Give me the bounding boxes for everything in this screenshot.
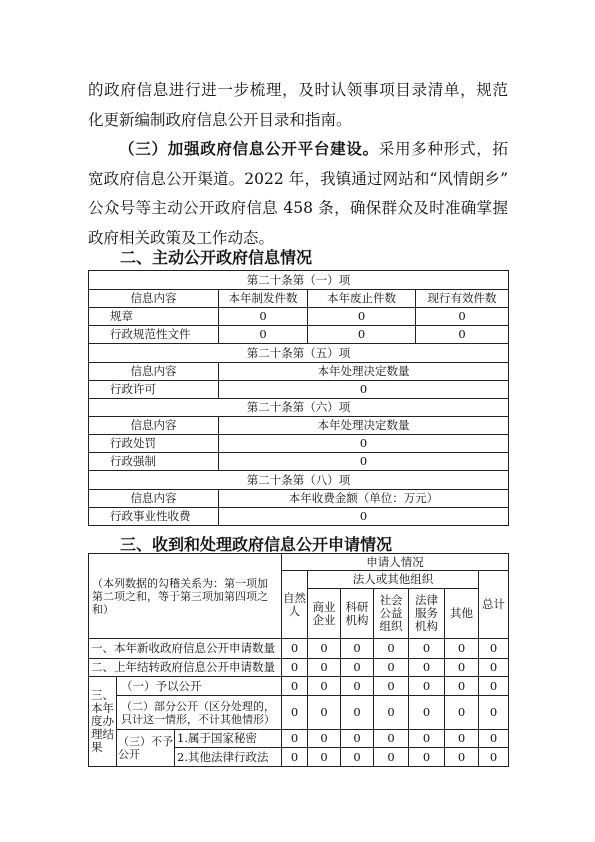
column-header: 现行有效件数 bbox=[416, 290, 509, 308]
section3-title: 三、收到和处理政府信息公开申请情况 bbox=[120, 535, 393, 554]
table-row bbox=[89, 508, 509, 526]
count-commercial-enterprise: 0 bbox=[308, 659, 341, 677]
row-label: （一）予以公开 bbox=[117, 677, 282, 696]
intro-line: 的政府信息进行进一步梳理，及时认领事项目录清单，规范 bbox=[88, 81, 508, 99]
count-public-welfare-org: 0 bbox=[374, 659, 409, 677]
article-item-title: 第二十条第（八）项 bbox=[89, 471, 509, 490]
platform-line: 公众号等主动公开政府信息 458 条，确保群众及时准确掌握 bbox=[88, 199, 508, 217]
table-row bbox=[89, 271, 509, 290]
column-header: 本年处理决定数量 bbox=[219, 417, 509, 435]
cell-value: 0 bbox=[219, 381, 509, 399]
count-natural-person: 0 bbox=[282, 677, 308, 696]
row-label: 1.属于国家秘密 bbox=[175, 730, 282, 748]
table-row bbox=[89, 659, 509, 677]
count-research-institution: 0 bbox=[341, 639, 374, 659]
cell-value: 0 bbox=[219, 453, 509, 471]
table-row bbox=[89, 363, 509, 381]
count-other: 0 bbox=[445, 677, 479, 696]
count-commercial-enterprise: 0 bbox=[308, 696, 341, 730]
row-label: 行政事业性收费 bbox=[89, 508, 219, 526]
cell-value: 0 bbox=[219, 308, 308, 326]
row-label: 一、本年新收政府信息公开申请数量 bbox=[89, 639, 282, 659]
legal-entity-header: 法人或其他组织 bbox=[308, 571, 479, 589]
cell-value: 0 bbox=[219, 326, 308, 344]
body-text bbox=[88, 76, 508, 253]
count-other: 0 bbox=[445, 730, 479, 748]
cell-value: 0 bbox=[219, 435, 509, 453]
count-total: 0 bbox=[479, 677, 509, 696]
row-label: 行政强制 bbox=[89, 453, 219, 471]
table-row bbox=[89, 677, 509, 696]
table-row bbox=[89, 490, 509, 508]
column-header: 信息内容 bbox=[89, 417, 219, 435]
count-other: 0 bbox=[445, 696, 479, 730]
cell-value: 0 bbox=[308, 326, 416, 344]
count-other: 0 bbox=[445, 748, 479, 767]
table-row bbox=[89, 326, 509, 344]
platform-line: 政府相关政策及工作动态。 bbox=[88, 228, 275, 247]
count-research-institution: 0 bbox=[341, 748, 374, 767]
table-row bbox=[89, 381, 509, 399]
column-header: 本年收费金额（单位：万元） bbox=[219, 490, 509, 508]
column-header: 信息内容 bbox=[89, 290, 219, 308]
count-commercial-enterprise: 0 bbox=[308, 748, 341, 767]
row-label: 行政许可 bbox=[89, 381, 219, 399]
count-total: 0 bbox=[479, 748, 509, 767]
count-legal-service-org: 0 bbox=[409, 659, 445, 677]
platform-line: 宽政府信息公开渠道。2022 年，我镇通过网站和“风情朗乡” bbox=[88, 169, 508, 188]
count-public-welfare-org: 0 bbox=[374, 748, 409, 767]
reconciliation-note: （本列数据的勾稽关系为：第一项加第二项之和，等于第三项加第四项之和） bbox=[89, 554, 282, 639]
count-legal-service-org: 0 bbox=[409, 730, 445, 748]
row-label: （二）部分公开（区分处理的，只计这一情形，不计其他情形） bbox=[117, 696, 282, 730]
row-label: 行政规范性文件 bbox=[89, 326, 219, 344]
intro-line: 化更新编制政府信息公开目录和指南。 bbox=[88, 110, 352, 129]
table-row bbox=[89, 417, 509, 435]
count-commercial-enterprise: 0 bbox=[308, 639, 341, 659]
count-legal-service-org: 0 bbox=[409, 639, 445, 659]
count-legal-service-org: 0 bbox=[409, 748, 445, 767]
count-total: 0 bbox=[479, 659, 509, 677]
cell-value: 0 bbox=[308, 308, 416, 326]
column-header: 信息内容 bbox=[89, 363, 219, 381]
table-row bbox=[89, 399, 509, 417]
count-natural-person: 0 bbox=[282, 730, 308, 748]
column-header: 本年废止件数 bbox=[308, 290, 416, 308]
commercial-enterprise-header: 商业企业 bbox=[308, 589, 341, 639]
table-row bbox=[89, 308, 509, 326]
article-item-title: 第二十条第（六）项 bbox=[89, 399, 509, 417]
count-total: 0 bbox=[479, 696, 509, 730]
cell-value: 0 bbox=[416, 308, 509, 326]
legal-service-org-header: 法律服务机构 bbox=[409, 589, 445, 639]
application-handling-table bbox=[88, 553, 509, 767]
count-natural-person: 0 bbox=[282, 748, 308, 767]
table-row bbox=[89, 344, 509, 363]
platform-subheading: （三）加强政府信息公开平台建设。 bbox=[119, 140, 379, 158]
table-row bbox=[89, 554, 509, 571]
count-research-institution: 0 bbox=[341, 696, 374, 730]
result-group-label: 三、本年度办理结果 bbox=[89, 677, 117, 767]
count-total: 0 bbox=[479, 639, 509, 659]
refuse-group-label: （三）不予公开 bbox=[117, 730, 175, 767]
row-label: 二、上年结转政府信息公开申请数量 bbox=[89, 659, 282, 677]
count-public-welfare-org: 0 bbox=[374, 696, 409, 730]
count-research-institution: 0 bbox=[341, 659, 374, 677]
count-legal-service-org: 0 bbox=[409, 677, 445, 696]
count-natural-person: 0 bbox=[282, 659, 308, 677]
article-item-title: 第二十条第（一）项 bbox=[89, 271, 509, 290]
row-label: 规章 bbox=[89, 308, 219, 326]
count-public-welfare-org: 0 bbox=[374, 677, 409, 696]
applicant-header: 申请人情况 bbox=[282, 554, 509, 571]
count-other: 0 bbox=[445, 659, 479, 677]
table-row bbox=[89, 639, 509, 659]
total-header: 总计 bbox=[479, 571, 509, 639]
column-header: 本年制发件数 bbox=[219, 290, 308, 308]
table-row bbox=[89, 435, 509, 453]
count-public-welfare-org: 0 bbox=[374, 730, 409, 748]
row-label: 2.其他法律行政法 bbox=[175, 748, 282, 767]
section2-title: 二、主动公开政府信息情况 bbox=[120, 248, 313, 267]
table-row bbox=[89, 696, 509, 730]
public-welfare-org-header: 社会公益组织 bbox=[374, 589, 409, 639]
table-row bbox=[89, 290, 509, 308]
table-row bbox=[89, 471, 509, 490]
column-header: 本年处理决定数量 bbox=[219, 363, 509, 381]
count-commercial-enterprise: 0 bbox=[308, 677, 341, 696]
other-header: 其他 bbox=[445, 589, 479, 639]
table-row bbox=[89, 453, 509, 471]
count-other: 0 bbox=[445, 639, 479, 659]
cell-value: 0 bbox=[219, 508, 509, 526]
natural-person-header: 自然人 bbox=[282, 571, 308, 639]
column-header: 信息内容 bbox=[89, 490, 219, 508]
table-row bbox=[89, 730, 509, 748]
count-natural-person: 0 bbox=[282, 639, 308, 659]
count-natural-person: 0 bbox=[282, 696, 308, 730]
platform-first-line bbox=[88, 135, 508, 165]
count-research-institution: 0 bbox=[341, 730, 374, 748]
cell-value: 0 bbox=[416, 326, 509, 344]
count-commercial-enterprise: 0 bbox=[308, 730, 341, 748]
research-institution-header: 科研机构 bbox=[341, 589, 374, 639]
article-item-title: 第二十条第（五）项 bbox=[89, 344, 509, 363]
count-legal-service-org: 0 bbox=[409, 696, 445, 730]
count-public-welfare-org: 0 bbox=[374, 639, 409, 659]
platform-line-rest: 采用多种形式，拓 bbox=[378, 140, 508, 158]
count-total: 0 bbox=[479, 730, 509, 748]
proactive-disclosure-table bbox=[88, 270, 509, 526]
count-research-institution: 0 bbox=[341, 677, 374, 696]
row-label: 行政处罚 bbox=[89, 435, 219, 453]
